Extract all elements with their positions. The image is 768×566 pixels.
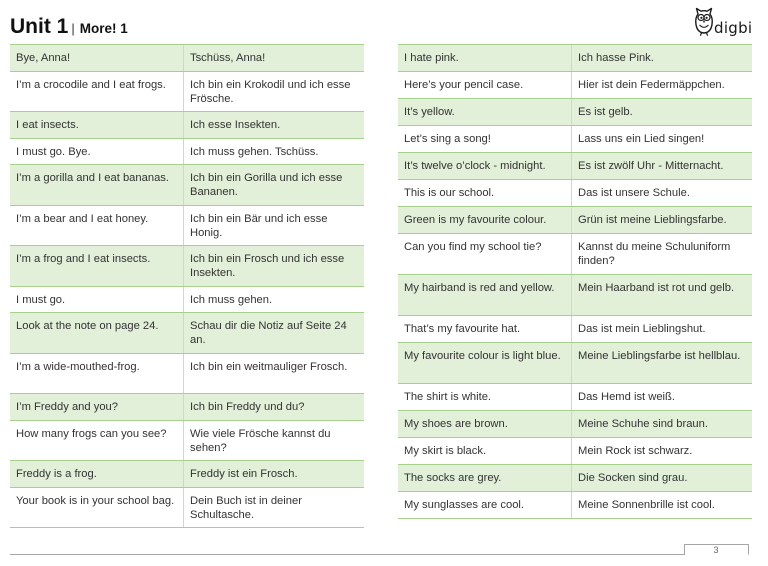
english-phrase: It’s twelve o’clock - midnight. <box>404 160 546 172</box>
english-phrase: I’m a wide-mouthed-frog. <box>16 360 140 373</box>
english-phrase: I’m a gorilla and I eat bananas. <box>16 172 169 184</box>
german-translation: Meine Sonnenbrille ist cool. <box>571 492 752 518</box>
vocab-row <box>398 234 752 275</box>
english-phrase: Let’s sing a song! <box>404 133 491 145</box>
vocab-row <box>398 153 752 180</box>
english-phrase: Look at the note on page 24. <box>16 320 159 332</box>
german-translation: Ich hasse Pink. <box>571 45 752 71</box>
english-phrase: This is our school. <box>404 187 495 199</box>
english-phrase: Here’s your pencil case. <box>404 79 524 91</box>
vocab-row <box>398 438 752 465</box>
german-translation: Ich bin ein Krokodil und ich esse Frösche. <box>183 72 364 112</box>
english-phrase: I’m a bear and I eat honey. <box>16 212 149 225</box>
vocab-row <box>398 275 752 316</box>
title-separator: | <box>71 21 75 36</box>
vocab-table-left <box>10 44 364 528</box>
german-translation: Ich bin ein weitmauliger Frosch. <box>183 354 364 394</box>
page-number: 3 <box>713 545 719 555</box>
english-phrase: Freddy is a frog. <box>16 468 97 480</box>
vocab-row <box>10 72 364 113</box>
vocab-row <box>398 207 752 234</box>
logo-text: digbi <box>714 19 753 37</box>
german-translation: Ich bin ein Bär und ich esse Honig. <box>183 206 364 246</box>
vocab-row <box>10 165 364 206</box>
vocab-row <box>10 246 364 287</box>
english-phrase: I eat insects. <box>16 119 79 131</box>
vocab-row <box>10 313 364 354</box>
german-translation: Ich bin ein Frosch und ich esse Insekten. <box>183 246 364 286</box>
english-phrase: Bye, Anna! <box>16 52 71 64</box>
german-translation: Wie viele Frösche kannst du sehen? <box>183 421 364 461</box>
vocab-row <box>398 72 752 99</box>
english-phrase: My sunglasses are cool. <box>404 499 525 511</box>
german-translation: Freddy ist ein Frosch. <box>183 461 364 487</box>
english-phrase: It’s yellow. <box>404 106 455 118</box>
english-phrase: That’s my favourite hat. <box>404 323 521 335</box>
german-translation: Tschüss, Anna! <box>183 45 364 71</box>
english-phrase: Can you find my school tie? <box>404 241 542 253</box>
vocab-row <box>398 316 752 343</box>
english-phrase: I must go. <box>16 293 66 306</box>
english-phrase: I’m a crocodile and I eat frogs. <box>16 78 166 91</box>
vocab-row <box>10 461 364 488</box>
english-phrase: My hairband is red and yellow. <box>404 282 555 294</box>
unit-title: Unit 1 <box>10 15 69 38</box>
vocab-row <box>10 45 364 72</box>
english-phrase: The socks are grey. <box>404 472 502 484</box>
english-phrase: I’m a frog and I eat insects. <box>16 253 151 265</box>
german-translation: Kannst du meine Schuluniform finden? <box>571 234 752 274</box>
vocab-row <box>10 354 364 395</box>
vocab-row <box>10 287 364 314</box>
german-translation: Ich bin Freddy und du? <box>183 394 364 420</box>
vocab-row <box>398 99 752 126</box>
german-translation: Meine Lieblingsfarbe ist hellblau. <box>571 343 752 383</box>
vocab-row <box>398 465 752 492</box>
german-translation: Das Hemd ist weiß. <box>571 384 752 410</box>
english-phrase: Green is my favourite colour. <box>404 214 547 226</box>
vocab-row <box>10 112 364 139</box>
german-translation: Lass uns ein Lied singen! <box>571 126 752 152</box>
english-phrase: Your book is in your school bag. <box>16 494 175 507</box>
footer-rule <box>0 540 768 566</box>
english-phrase: My skirt is black. <box>404 445 487 457</box>
english-phrase: My favourite colour is light blue. <box>404 350 561 362</box>
german-translation: Dein Buch ist in deiner Schultasche. <box>183 488 364 528</box>
vocab-row <box>398 180 752 207</box>
vocab-row <box>10 206 364 247</box>
vocab-row <box>10 421 364 462</box>
german-translation: Schau dir die Notiz auf Seite 24 an. <box>183 313 364 353</box>
english-phrase: The shirt is white. <box>404 391 492 403</box>
german-translation: Hier ist dein Federmäppchen. <box>571 72 752 98</box>
page-title <box>10 14 128 40</box>
vocab-row <box>398 492 752 519</box>
english-phrase: How many frogs can you see? <box>16 427 167 440</box>
vocab-row <box>398 45 752 72</box>
english-phrase: I’m Freddy and you? <box>16 401 118 413</box>
german-translation: Das ist unsere Schule. <box>571 180 752 206</box>
english-phrase: I hate pink. <box>404 52 459 64</box>
vocab-row <box>10 394 364 421</box>
vocab-row <box>10 139 364 166</box>
vocab-row <box>10 488 364 529</box>
vocab-row <box>398 126 752 153</box>
german-translation: Ich muss gehen. <box>183 287 364 313</box>
german-translation: Meine Schuhe sind braun. <box>571 411 752 437</box>
german-translation: Grün ist meine Lieblingsfarbe. <box>571 207 752 233</box>
digbi-logo <box>693 6 755 38</box>
german-translation: Ich esse Insekten. <box>183 112 364 138</box>
german-translation: Ich bin ein Gorilla und ich esse Bananen. <box>183 165 364 205</box>
english-phrase: My shoes are brown. <box>404 418 508 430</box>
german-translation: Die Socken sind grau. <box>571 465 752 491</box>
german-translation: Das ist mein Lieblingshut. <box>571 316 752 342</box>
vocab-row <box>398 343 752 384</box>
german-translation: Mein Haarband ist rot und gelb. <box>571 275 752 315</box>
book-title: More! 1 <box>79 21 128 36</box>
german-translation: Es ist gelb. <box>571 99 752 125</box>
vocab-table-right <box>398 44 752 519</box>
german-translation: Mein Rock ist schwarz. <box>571 438 752 464</box>
vocab-row <box>398 411 752 438</box>
german-translation: Es ist zwölf Uhr - Mitternacht. <box>571 153 752 179</box>
owl-icon <box>693 6 715 36</box>
vocab-row <box>398 384 752 411</box>
english-phrase: I must go. Bye. <box>16 145 91 158</box>
german-translation: Ich muss gehen. Tschüss. <box>183 139 364 165</box>
